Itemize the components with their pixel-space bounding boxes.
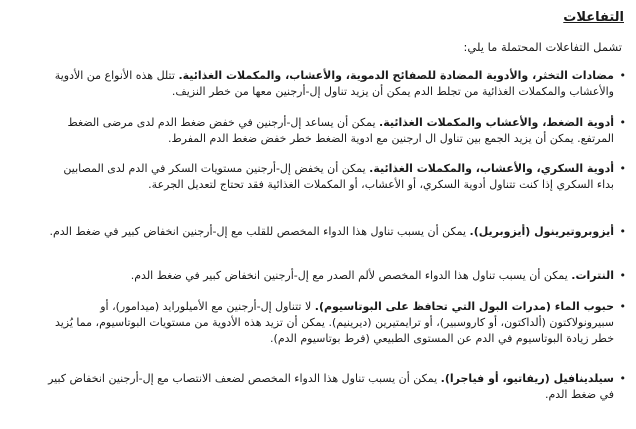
bullet-icon: • bbox=[619, 116, 626, 129]
bullet-icon: • bbox=[619, 162, 626, 175]
item-text: يمكن أن يسبب تناول هذا الدواء المخصص لألم الصدر مع إل-أرجنين انخفاض كبير في ضغط الدم. bbox=[130, 269, 572, 282]
intro-text: تشمل التفاعلات المحتملة ما يلي: bbox=[463, 40, 622, 54]
list-item-diabetes bbox=[44, 161, 626, 193]
item-heading: حبوب الماء (مدرات البول التي تحافظ على البوتاسيوم). bbox=[314, 300, 614, 313]
bullet-icon: • bbox=[619, 69, 626, 82]
bullet-icon: • bbox=[619, 269, 626, 282]
item-heading: أدوية الضغط، والأعشاب والمكملات الغذائية. bbox=[379, 116, 614, 129]
item-text: يمكن أن يخفض إل-أرجنين مستويات السكر في الدم لدى المصابين بداء السكري إذا كنت تتناول أدوية السكري، أو الأعشاب، أو المكملات الغذائية فقد تحتاج لتعديل الجرعة. bbox=[63, 162, 614, 191]
list-item-blood-pressure bbox=[44, 115, 626, 147]
item-heading: مضادات التخثر، والأدوية المضادة للصفائح الدموية، والأعشاب، والمكملات الغذائية. bbox=[178, 69, 614, 82]
item-text: يمكن أن يساعد إل-أرجنين في خفض ضغط الدم لدى مرضى الضغط المرتفع. يمكن أن يزيد الجمع بين تناول ال ارجنين مع ادوية الضغط خطر خفض ضغط الدم المفرط. bbox=[67, 116, 614, 145]
list-item-nitrates bbox=[44, 268, 626, 284]
bullet-icon: • bbox=[619, 372, 626, 385]
page-title: التفاعلات bbox=[563, 10, 624, 25]
item-heading: أيزوبروتيرينول (أيزوبريل). bbox=[469, 225, 614, 238]
list-item-diuretics bbox=[44, 299, 626, 347]
list-item-isoproterenol bbox=[44, 224, 626, 240]
list-item-sildenafil bbox=[44, 371, 626, 403]
bullet-icon: • bbox=[619, 300, 626, 313]
item-heading: النترات. bbox=[571, 269, 614, 282]
item-text: يمكن أن يسبب تناول هذا الدواء المخصص للقلب مع إل-أرجنين انخفاض كبير في ضغط الدم. bbox=[49, 225, 470, 238]
bullet-icon: • bbox=[619, 225, 626, 238]
item-text: لا تتناول إل-أرجنين مع الأميلورايد (ميدامور)، أو سبيرونولاكتون (ألداكتون، أو كاروسبير)، أو ترايمتيرين (ديرينيم). يمكن أن تزيد هذه الأدوية من مستويات البوتاسيوم، مما يُزيد خطر زيادة البوتاسيوم في الدم عن المستوى الطبيعي (فرط بوتاسيوم الدم). bbox=[54, 300, 614, 345]
item-text: يمكن أن يسبب تناول هذا الدواء المخصص لضعف الانتصاب مع إل-أرجنين انخفاض كبير في ضغط الدم. bbox=[48, 372, 614, 401]
list-item-anticoagulants bbox=[44, 68, 626, 100]
item-text: تتلل هذه الأنواع من الأدوية والأعشاب والمكملات الغذائية من تجلط الدم يمكن أن يزيد تناول إل-أرجنين معها من خطر النزيف. bbox=[54, 69, 614, 98]
item-heading: سيلدينافيل (ريفاتيو، أو فياجرا). bbox=[440, 372, 614, 385]
item-heading: أدوية السكري، والأعشاب، والمكملات الغذائية. bbox=[369, 162, 614, 175]
